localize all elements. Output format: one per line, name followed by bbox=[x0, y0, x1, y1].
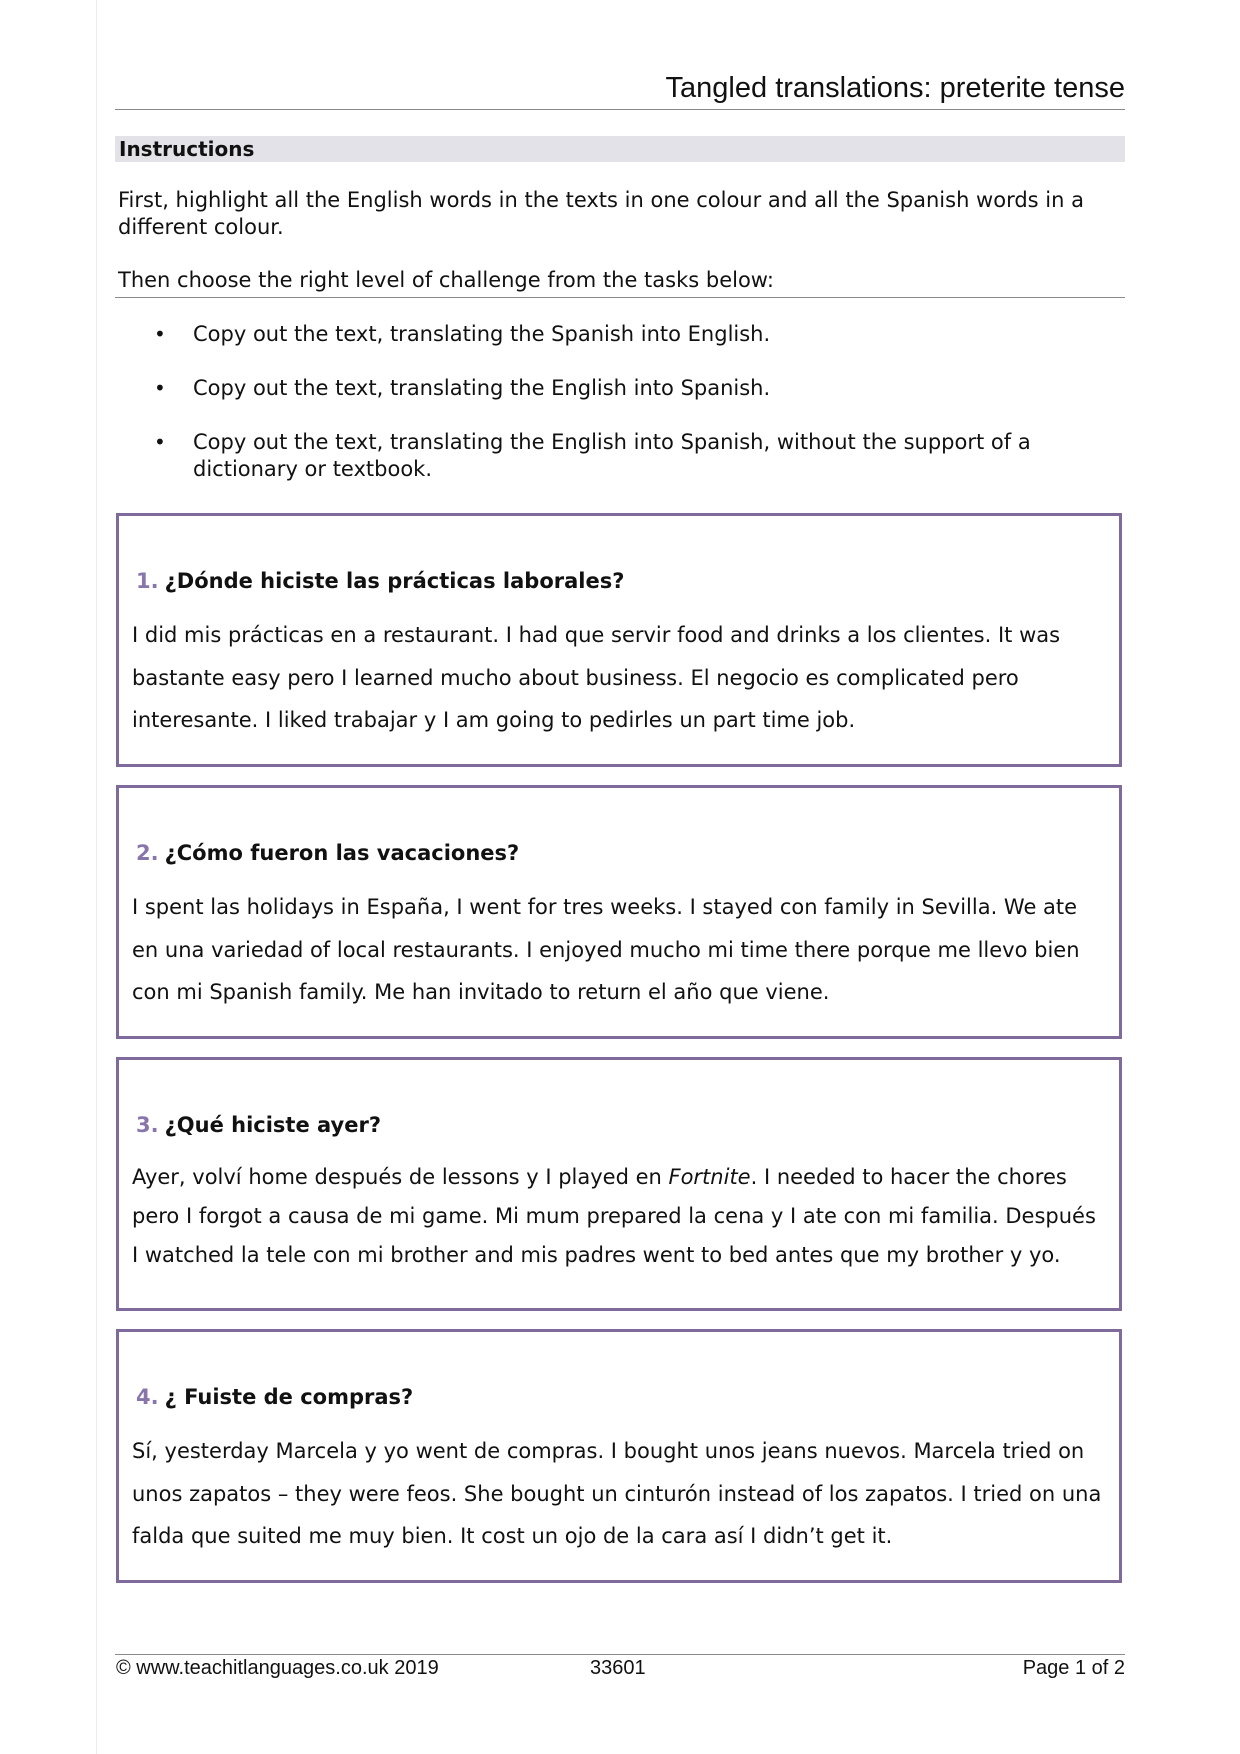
exercise-box-1 bbox=[116, 513, 1122, 767]
exercise-question bbox=[136, 840, 519, 867]
instructions-paragraph-2: Then choose the right level of challenge from the tasks below: bbox=[118, 268, 774, 292]
footer-copyright: © www.teachitlanguages.co.uk 2019 bbox=[116, 1657, 439, 1679]
exercise-box-4 bbox=[116, 1329, 1122, 1583]
bullet-icon: • bbox=[154, 322, 166, 346]
exercise-text-part: Ayer, volví home después de lessons y I played en bbox=[132, 1165, 669, 1189]
exercise-box-2 bbox=[116, 785, 1122, 1039]
question-text: ¿Cómo fueron las vacaciones? bbox=[164, 841, 520, 865]
task-item bbox=[118, 429, 1118, 483]
exercise-number: 3. bbox=[136, 1113, 159, 1137]
task-item bbox=[118, 321, 1118, 348]
exercise-number: 4. bbox=[136, 1385, 159, 1409]
exercise-text: I spent las holidays in España, I went for tres weeks. I stayed con family in Sevilla. We ate en una variedad of local restaurants. I enjoyed mucho mi time there porque me llevo bien con mi Spanish family. Me han invitado to return el año que viene. bbox=[132, 895, 1080, 1004]
header-divider bbox=[115, 109, 1125, 110]
question-text: ¿Dónde hiciste las prácticas laborales? bbox=[164, 569, 625, 593]
exercise-number: 2. bbox=[136, 841, 159, 865]
exercise-text: Sí, yesterday Marcela y yo went de compras. I bought unos jeans nuevos. Marcela tried on unos zapatos – they were feos. She bought un cinturón instead of los zapatos. I tried on una falda que suited me muy bien. It cost un ojo de la cara así I didn’t get it. bbox=[132, 1439, 1102, 1548]
exercise-box-3 bbox=[116, 1057, 1122, 1311]
exercise-text-part: . I needed to hacer the chores pero I forgot a causa de mi game. Mi mum prepared la cena y I ate con mi familia. Después I watched la tele con mi brother and mis padres went to bed antes que my brother y yo. bbox=[132, 1165, 1096, 1267]
footer-divider bbox=[115, 1654, 1125, 1655]
bullet-icon: • bbox=[154, 430, 166, 454]
task-text: Copy out the text, translating the English into Spanish, without the support of a dictionary or textbook. bbox=[193, 430, 1031, 481]
instructions-heading: Instructions bbox=[119, 137, 255, 161]
task-text: Copy out the text, translating the Spanish into English. bbox=[193, 322, 771, 346]
task-item bbox=[118, 375, 1118, 402]
footer-resource-code: 33601 bbox=[590, 1657, 646, 1679]
question-text: ¿ Fuiste de compras? bbox=[164, 1385, 414, 1409]
bullet-icon: • bbox=[154, 376, 166, 400]
exercise-question bbox=[136, 1112, 381, 1139]
task-list bbox=[118, 321, 1118, 510]
footer-page-number: Page 1 of 2 bbox=[1022, 1657, 1125, 1679]
exercise-question bbox=[136, 568, 624, 595]
game-title: Fortnite bbox=[668, 1165, 751, 1189]
exercise-text: I did mis prácticas en a restaurant. I had que servir food and drinks a los clientes. It was bastante easy pero I learned mucho about business. El negocio es complicated pero interesante. I liked trabajar y I am going to pedirles un part time job. bbox=[132, 623, 1061, 732]
page-title: Tangled translations: preterite tense bbox=[665, 72, 1125, 104]
task-text: Copy out the text, translating the English into Spanish. bbox=[193, 376, 771, 400]
exercise-number: 1. bbox=[136, 569, 159, 593]
instructions-divider bbox=[115, 297, 1125, 298]
question-text: ¿Qué hiciste ayer? bbox=[164, 1113, 382, 1137]
instructions-heading-bar bbox=[115, 136, 1125, 162]
exercise-question bbox=[136, 1384, 413, 1411]
page-edge bbox=[96, 0, 97, 1754]
instructions-paragraph-1: First, highlight all the English words in the texts in one colour and all the Spanish words in a different colour. bbox=[118, 188, 1084, 239]
exercise-text bbox=[132, 1158, 1107, 1275]
